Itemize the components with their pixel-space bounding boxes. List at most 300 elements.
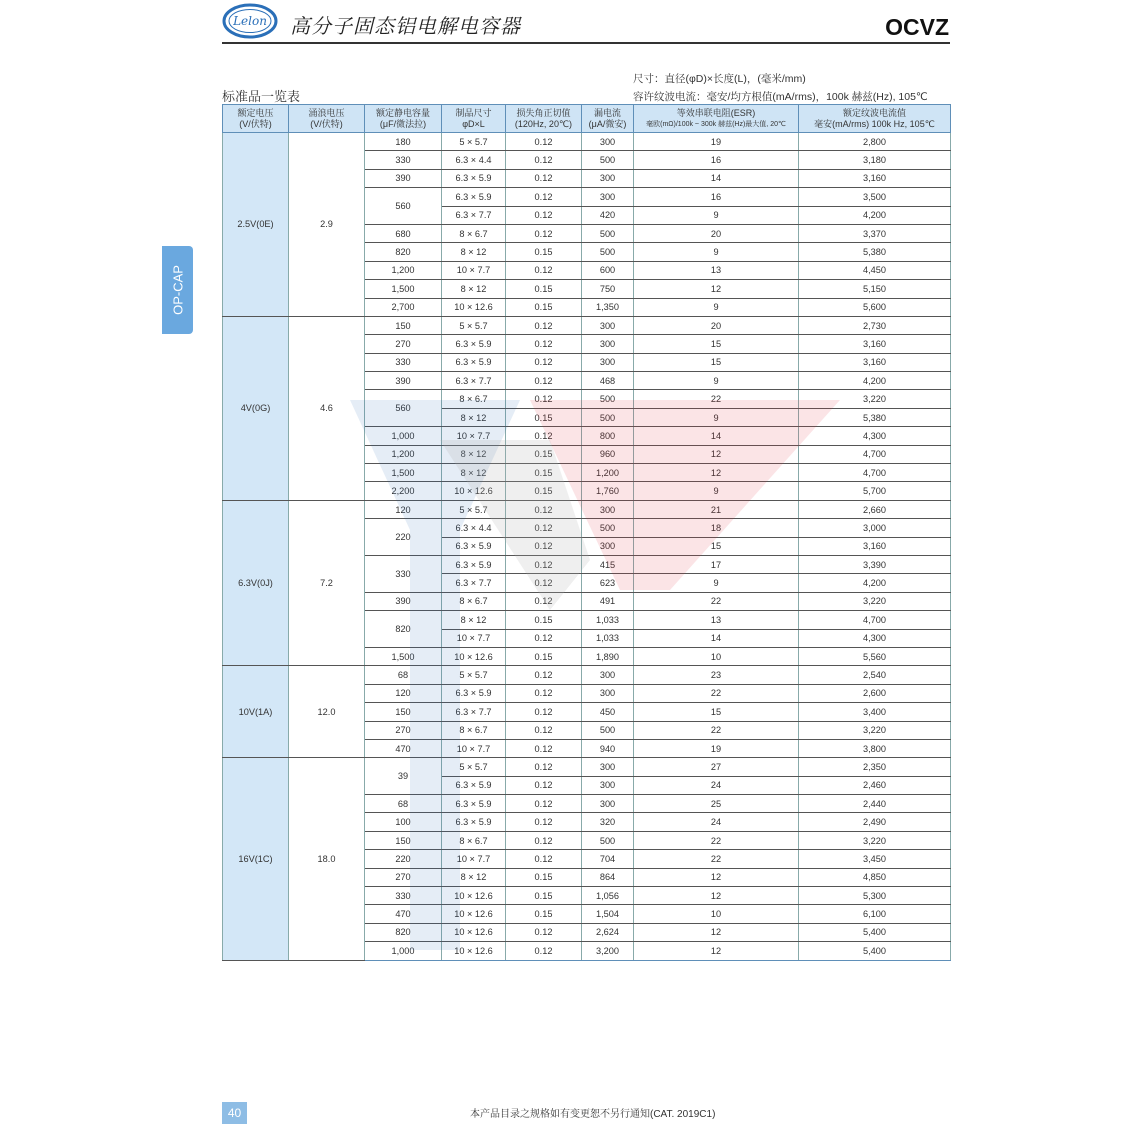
leakage-current-cell: 750 xyxy=(582,280,634,298)
ripple-current-cell: 5,400 xyxy=(799,942,951,960)
leakage-current-cell: 420 xyxy=(582,206,634,224)
esr-cell: 9 xyxy=(634,372,799,390)
leakage-current-cell: 300 xyxy=(582,758,634,776)
ripple-current-cell: 4,200 xyxy=(799,372,951,390)
esr-cell: 13 xyxy=(634,611,799,629)
leakage-current-cell: 300 xyxy=(582,316,634,334)
ripple-current-cell: 2,600 xyxy=(799,684,951,702)
tan-delta-cell: 0.12 xyxy=(506,776,582,794)
case-size-cell: 6.3 × 7.7 xyxy=(442,703,506,721)
capacitance-cell: 270 xyxy=(365,868,442,886)
esr-cell: 23 xyxy=(634,666,799,684)
case-size-cell: 6.3 × 7.7 xyxy=(442,574,506,592)
ripple-current-cell: 3,400 xyxy=(799,703,951,721)
tan-delta-cell: 0.12 xyxy=(506,795,582,813)
tan-delta-cell: 0.12 xyxy=(506,224,582,242)
leakage-current-cell: 491 xyxy=(582,592,634,610)
esr-cell: 10 xyxy=(634,905,799,923)
esr-cell: 9 xyxy=(634,408,799,426)
esr-cell: 22 xyxy=(634,721,799,739)
leakage-current-cell: 300 xyxy=(582,188,634,206)
case-size-cell: 10 × 12.6 xyxy=(442,905,506,923)
ripple-current-cell: 4,200 xyxy=(799,574,951,592)
ripple-current-cell: 3,180 xyxy=(799,151,951,169)
case-size-cell: 6.3 × 5.9 xyxy=(442,169,506,187)
leakage-current-cell: 1,504 xyxy=(582,905,634,923)
tan-delta-cell: 0.12 xyxy=(506,555,582,573)
tan-delta-cell: 0.12 xyxy=(506,831,582,849)
surge-voltage-cell: 2.9 xyxy=(289,133,365,317)
tan-delta-cell: 0.12 xyxy=(506,574,582,592)
ripple-current-cell: 2,440 xyxy=(799,795,951,813)
capacitance-cell: 1,500 xyxy=(365,280,442,298)
leakage-current-cell: 300 xyxy=(582,353,634,371)
leakage-current-cell: 500 xyxy=(582,390,634,408)
esr-cell: 19 xyxy=(634,739,799,757)
case-size-cell: 6.3 × 5.9 xyxy=(442,537,506,555)
esr-cell: 18 xyxy=(634,519,799,537)
case-size-cell: 5 × 5.7 xyxy=(442,758,506,776)
tan-delta-cell: 0.12 xyxy=(506,353,582,371)
side-category-tab[interactable] xyxy=(162,246,193,334)
header-case-size: 制品尺寸 φD×L xyxy=(442,105,506,133)
ripple-current-cell: 2,730 xyxy=(799,316,951,334)
capacitance-cell: 330 xyxy=(365,151,442,169)
case-size-cell: 8 × 6.7 xyxy=(442,224,506,242)
rated-voltage-cell: 10V(1A) xyxy=(223,666,289,758)
ripple-note: 容许纹波电流：毫安/均方根值(mA/rms)，100k 赫兹(Hz), 105℃ xyxy=(633,91,928,103)
case-size-cell: 10 × 12.6 xyxy=(442,482,506,500)
esr-cell: 24 xyxy=(634,813,799,831)
esr-cell: 27 xyxy=(634,758,799,776)
capacitance-cell: 100 xyxy=(365,813,442,831)
leakage-current-cell: 500 xyxy=(582,408,634,426)
rated-voltage-cell: 16V(1C) xyxy=(223,758,289,960)
leakage-current-cell: 600 xyxy=(582,261,634,279)
case-size-cell: 8 × 12 xyxy=(442,464,506,482)
leakage-current-cell: 300 xyxy=(582,169,634,187)
tan-delta-cell: 0.12 xyxy=(506,739,582,757)
tan-delta-cell: 0.12 xyxy=(506,592,582,610)
leakage-current-cell: 500 xyxy=(582,721,634,739)
case-size-cell: 6.3 × 4.4 xyxy=(442,519,506,537)
esr-cell: 15 xyxy=(634,537,799,555)
esr-cell: 25 xyxy=(634,795,799,813)
tan-delta-cell: 0.12 xyxy=(506,151,582,169)
spec-table xyxy=(222,104,951,961)
leakage-current-cell: 960 xyxy=(582,445,634,463)
esr-cell: 13 xyxy=(634,261,799,279)
capacitance-cell: 1,500 xyxy=(365,464,442,482)
leakage-current-cell: 500 xyxy=(582,831,634,849)
table-row xyxy=(223,133,951,151)
ripple-current-cell: 2,490 xyxy=(799,813,951,831)
capacitance-cell: 1,500 xyxy=(365,647,442,665)
ripple-current-cell: 3,160 xyxy=(799,169,951,187)
case-size-cell: 8 × 12 xyxy=(442,611,506,629)
capacitance-cell: 330 xyxy=(365,353,442,371)
ripple-current-cell: 4,700 xyxy=(799,445,951,463)
header-divider xyxy=(222,42,950,44)
ripple-current-cell: 5,380 xyxy=(799,408,951,426)
esr-cell: 20 xyxy=(634,224,799,242)
footer-notice: 本产品目录之规格如有变更恕不另行通知(CAT. 2019C1) xyxy=(470,1109,716,1120)
capacitance-cell: 470 xyxy=(365,739,442,757)
esr-cell: 9 xyxy=(634,574,799,592)
ripple-current-cell: 2,460 xyxy=(799,776,951,794)
leakage-current-cell: 2,624 xyxy=(582,923,634,941)
capacitance-cell: 220 xyxy=(365,519,442,556)
ripple-current-cell: 5,380 xyxy=(799,243,951,261)
header-esr: 等效串联电阻(ESR) 毫欧(mΩ)/100k ~ 300k 赫兹(Hz)最大值, 20℃ xyxy=(634,105,799,133)
leakage-current-cell: 500 xyxy=(582,151,634,169)
tan-delta-cell: 0.15 xyxy=(506,868,582,886)
leakage-current-cell: 704 xyxy=(582,850,634,868)
tan-delta-cell: 0.12 xyxy=(506,500,582,518)
leakage-current-cell: 940 xyxy=(582,739,634,757)
case-size-cell: 6.3 × 4.4 xyxy=(442,151,506,169)
esr-cell: 10 xyxy=(634,647,799,665)
tan-delta-cell: 0.12 xyxy=(506,133,582,151)
case-size-cell: 8 × 6.7 xyxy=(442,721,506,739)
ripple-current-cell: 5,560 xyxy=(799,647,951,665)
capacitance-cell: 120 xyxy=(365,684,442,702)
capacitance-cell: 390 xyxy=(365,372,442,390)
capacitance-cell: 820 xyxy=(365,243,442,261)
case-size-cell: 6.3 × 7.7 xyxy=(442,206,506,224)
esr-cell: 22 xyxy=(634,831,799,849)
leakage-current-cell: 800 xyxy=(582,427,634,445)
ripple-current-cell: 3,390 xyxy=(799,555,951,573)
side-tab-label: OP-CAP xyxy=(170,265,185,315)
capacitance-cell: 560 xyxy=(365,390,442,427)
surge-voltage-cell: 18.0 xyxy=(289,758,365,960)
leakage-current-cell: 300 xyxy=(582,537,634,555)
esr-cell: 14 xyxy=(634,427,799,445)
case-size-cell: 10 × 7.7 xyxy=(442,427,506,445)
ripple-current-cell: 2,800 xyxy=(799,133,951,151)
case-size-cell: 6.3 × 5.9 xyxy=(442,684,506,702)
capacitance-cell: 1,200 xyxy=(365,261,442,279)
ripple-current-cell: 3,450 xyxy=(799,850,951,868)
capacitance-cell: 2,200 xyxy=(365,482,442,500)
tan-delta-cell: 0.12 xyxy=(506,316,582,334)
tan-delta-cell: 0.12 xyxy=(506,261,582,279)
ripple-current-cell: 3,000 xyxy=(799,519,951,537)
table-row xyxy=(223,758,951,776)
case-size-cell: 6.3 × 5.9 xyxy=(442,555,506,573)
leakage-current-cell: 500 xyxy=(582,224,634,242)
esr-cell: 15 xyxy=(634,353,799,371)
esr-cell: 12 xyxy=(634,923,799,941)
case-size-cell: 5 × 5.7 xyxy=(442,316,506,334)
case-size-cell: 5 × 5.7 xyxy=(442,500,506,518)
tan-delta-cell: 0.15 xyxy=(506,280,582,298)
case-size-cell: 10 × 12.6 xyxy=(442,298,506,316)
tan-delta-cell: 0.15 xyxy=(506,482,582,500)
case-size-cell: 10 × 12.6 xyxy=(442,647,506,665)
ripple-current-cell: 2,540 xyxy=(799,666,951,684)
case-size-cell: 10 × 7.7 xyxy=(442,261,506,279)
tan-delta-cell: 0.12 xyxy=(506,703,582,721)
ripple-current-cell: 4,300 xyxy=(799,629,951,647)
capacitance-cell: 270 xyxy=(365,721,442,739)
tan-delta-cell: 0.12 xyxy=(506,758,582,776)
capacitance-cell: 180 xyxy=(365,133,442,151)
rated-voltage-cell: 4V(0G) xyxy=(223,316,289,500)
ripple-current-cell: 4,850 xyxy=(799,868,951,886)
esr-cell: 22 xyxy=(634,390,799,408)
header-capacitance: 额定静电容量 (μF/微法拉) xyxy=(365,105,442,133)
case-size-cell: 6.3 × 5.9 xyxy=(442,188,506,206)
tan-delta-cell: 0.15 xyxy=(506,611,582,629)
capacitance-cell: 560 xyxy=(365,188,442,225)
leakage-current-cell: 623 xyxy=(582,574,634,592)
ripple-current-cell: 3,800 xyxy=(799,739,951,757)
ripple-current-cell: 3,220 xyxy=(799,390,951,408)
esr-cell: 9 xyxy=(634,298,799,316)
leakage-current-cell: 320 xyxy=(582,813,634,831)
rated-voltage-cell: 2.5V(0E) xyxy=(223,133,289,317)
tan-delta-cell: 0.12 xyxy=(506,850,582,868)
case-size-cell: 8 × 12 xyxy=(442,243,506,261)
esr-cell: 21 xyxy=(634,500,799,518)
tan-delta-cell: 0.15 xyxy=(506,464,582,482)
surge-voltage-cell: 4.6 xyxy=(289,316,365,500)
tan-delta-cell: 0.15 xyxy=(506,887,582,905)
case-size-cell: 10 × 7.7 xyxy=(442,850,506,868)
esr-cell: 9 xyxy=(634,482,799,500)
leakage-current-cell: 864 xyxy=(582,868,634,886)
leakage-current-cell: 1,056 xyxy=(582,887,634,905)
esr-cell: 16 xyxy=(634,151,799,169)
capacitance-cell: 390 xyxy=(365,169,442,187)
case-size-cell: 8 × 12 xyxy=(442,445,506,463)
page-number: 40 xyxy=(222,1102,247,1124)
series-name: OCVZ xyxy=(885,14,949,40)
capacitance-cell: 1,000 xyxy=(365,427,442,445)
ripple-current-cell: 2,350 xyxy=(799,758,951,776)
ripple-current-cell: 3,220 xyxy=(799,592,951,610)
leakage-current-cell: 450 xyxy=(582,703,634,721)
leakage-current-cell: 1,033 xyxy=(582,629,634,647)
tan-delta-cell: 0.12 xyxy=(506,813,582,831)
leakage-current-cell: 1,200 xyxy=(582,464,634,482)
esr-cell: 15 xyxy=(634,703,799,721)
ripple-current-cell: 3,220 xyxy=(799,831,951,849)
table-header-row xyxy=(223,105,951,133)
tan-delta-cell: 0.15 xyxy=(506,905,582,923)
tan-delta-cell: 0.12 xyxy=(506,372,582,390)
tan-delta-cell: 0.12 xyxy=(506,721,582,739)
ripple-current-cell: 5,150 xyxy=(799,280,951,298)
leakage-current-cell: 300 xyxy=(582,666,634,684)
tan-delta-cell: 0.12 xyxy=(506,923,582,941)
leakage-current-cell: 300 xyxy=(582,335,634,353)
capacitance-cell: 220 xyxy=(365,850,442,868)
tan-delta-cell: 0.12 xyxy=(506,206,582,224)
leakage-current-cell: 300 xyxy=(582,795,634,813)
capacitance-cell: 330 xyxy=(365,887,442,905)
leakage-current-cell: 1,033 xyxy=(582,611,634,629)
leakage-current-cell: 300 xyxy=(582,776,634,794)
case-size-cell: 5 × 5.7 xyxy=(442,666,506,684)
case-size-cell: 6.3 × 7.7 xyxy=(442,372,506,390)
ripple-current-cell: 3,500 xyxy=(799,188,951,206)
capacitance-cell: 68 xyxy=(365,795,442,813)
capacitance-cell: 390 xyxy=(365,592,442,610)
capacitance-cell: 1,000 xyxy=(365,942,442,960)
esr-cell: 22 xyxy=(634,684,799,702)
capacitance-cell: 150 xyxy=(365,703,442,721)
rated-voltage-cell: 6.3V(0J) xyxy=(223,500,289,666)
esr-cell: 24 xyxy=(634,776,799,794)
capacitance-cell: 150 xyxy=(365,316,442,334)
header-surge-voltage: 涌浪电压 (V/伏特) xyxy=(289,105,365,133)
case-size-cell: 8 × 12 xyxy=(442,868,506,886)
case-size-cell: 6.3 × 5.9 xyxy=(442,335,506,353)
case-size-cell: 10 × 12.6 xyxy=(442,887,506,905)
tan-delta-cell: 0.12 xyxy=(506,427,582,445)
tan-delta-cell: 0.12 xyxy=(506,169,582,187)
esr-cell: 22 xyxy=(634,592,799,610)
esr-cell: 12 xyxy=(634,464,799,482)
capacitance-cell: 270 xyxy=(365,335,442,353)
ripple-current-cell: 6,100 xyxy=(799,905,951,923)
esr-cell: 12 xyxy=(634,887,799,905)
case-size-cell: 10 × 7.7 xyxy=(442,629,506,647)
ripple-current-cell: 4,700 xyxy=(799,611,951,629)
page-title: 高分子固态铝电解电容器 xyxy=(290,14,521,38)
tan-delta-cell: 0.12 xyxy=(506,629,582,647)
leakage-current-cell: 500 xyxy=(582,519,634,537)
case-size-cell: 10 × 12.6 xyxy=(442,942,506,960)
capacitance-cell: 680 xyxy=(365,224,442,242)
case-size-cell: 6.3 × 5.9 xyxy=(442,353,506,371)
leakage-current-cell: 1,890 xyxy=(582,647,634,665)
ripple-current-cell: 4,450 xyxy=(799,261,951,279)
tan-delta-cell: 0.15 xyxy=(506,647,582,665)
tan-delta-cell: 0.15 xyxy=(506,408,582,426)
leakage-current-cell: 1,350 xyxy=(582,298,634,316)
header-leakage-current: 漏电流 (μA/微安) xyxy=(582,105,634,133)
leakage-current-cell: 1,760 xyxy=(582,482,634,500)
capacitance-cell: 120 xyxy=(365,500,442,518)
esr-cell: 12 xyxy=(634,280,799,298)
capacitance-cell: 68 xyxy=(365,666,442,684)
esr-cell: 15 xyxy=(634,335,799,353)
table-title: 标准品一览表 xyxy=(222,90,301,105)
esr-cell: 22 xyxy=(634,850,799,868)
capacitance-cell: 470 xyxy=(365,905,442,923)
ripple-current-cell: 5,700 xyxy=(799,482,951,500)
ripple-current-cell: 3,160 xyxy=(799,537,951,555)
tan-delta-cell: 0.12 xyxy=(506,519,582,537)
surge-voltage-cell: 12.0 xyxy=(289,666,365,758)
header-rated-voltage: 额定电压 (V/伏特) xyxy=(223,105,289,133)
esr-cell: 14 xyxy=(634,629,799,647)
header-tan-delta: 损失角正切值 (120Hz, 20℃) xyxy=(506,105,582,133)
esr-cell: 12 xyxy=(634,445,799,463)
case-size-cell: 8 × 6.7 xyxy=(442,592,506,610)
esr-cell: 16 xyxy=(634,188,799,206)
leakage-current-cell: 3,200 xyxy=(582,942,634,960)
case-size-cell: 8 × 6.7 xyxy=(442,390,506,408)
esr-cell: 9 xyxy=(634,206,799,224)
capacitance-cell: 330 xyxy=(365,555,442,592)
tan-delta-cell: 0.12 xyxy=(506,537,582,555)
capacitance-cell: 2,700 xyxy=(365,298,442,316)
ripple-current-cell: 4,200 xyxy=(799,206,951,224)
lelon-logo xyxy=(222,2,278,40)
case-size-cell: 6.3 × 5.9 xyxy=(442,795,506,813)
case-size-cell: 10 × 7.7 xyxy=(442,739,506,757)
leakage-current-cell: 300 xyxy=(582,500,634,518)
tan-delta-cell: 0.12 xyxy=(506,335,582,353)
dimension-note: 尺寸：直径(φD)×长度(L)，(毫米/mm) xyxy=(633,73,806,85)
leakage-current-cell: 500 xyxy=(582,243,634,261)
capacitance-cell: 39 xyxy=(365,758,442,795)
leakage-current-cell: 415 xyxy=(582,555,634,573)
esr-cell: 19 xyxy=(634,133,799,151)
case-size-cell: 6.3 × 5.9 xyxy=(442,813,506,831)
ripple-current-cell: 3,160 xyxy=(799,353,951,371)
ripple-current-cell: 5,300 xyxy=(799,887,951,905)
esr-cell: 12 xyxy=(634,942,799,960)
case-size-cell: 8 × 12 xyxy=(442,280,506,298)
tan-delta-cell: 0.15 xyxy=(506,445,582,463)
capacitance-cell: 820 xyxy=(365,923,442,941)
svg-text:Lelon: Lelon xyxy=(233,14,267,28)
ripple-current-cell: 3,160 xyxy=(799,335,951,353)
ripple-current-cell: 4,300 xyxy=(799,427,951,445)
esr-cell: 12 xyxy=(634,868,799,886)
case-size-cell: 5 × 5.7 xyxy=(442,133,506,151)
leakage-current-cell: 300 xyxy=(582,684,634,702)
ripple-current-cell: 2,660 xyxy=(799,500,951,518)
ripple-current-cell: 5,600 xyxy=(799,298,951,316)
tan-delta-cell: 0.12 xyxy=(506,684,582,702)
ripple-current-cell: 3,370 xyxy=(799,224,951,242)
leakage-current-cell: 300 xyxy=(582,133,634,151)
capacitance-cell: 150 xyxy=(365,831,442,849)
case-size-cell: 6.3 × 5.9 xyxy=(442,776,506,794)
ripple-current-cell: 3,220 xyxy=(799,721,951,739)
case-size-cell: 10 × 12.6 xyxy=(442,923,506,941)
esr-cell: 17 xyxy=(634,555,799,573)
ripple-current-cell: 5,400 xyxy=(799,923,951,941)
tan-delta-cell: 0.15 xyxy=(506,298,582,316)
capacitance-cell: 820 xyxy=(365,611,442,648)
tan-delta-cell: 0.12 xyxy=(506,390,582,408)
case-size-cell: 8 × 12 xyxy=(442,408,506,426)
tan-delta-cell: 0.12 xyxy=(506,666,582,684)
esr-cell: 14 xyxy=(634,169,799,187)
esr-cell: 20 xyxy=(634,316,799,334)
surge-voltage-cell: 7.2 xyxy=(289,500,365,666)
header-ripple-current: 额定纹波电流值 毫安(mA/rms) 100k Hz, 105℃ xyxy=(799,105,951,133)
ripple-current-cell: 4,700 xyxy=(799,464,951,482)
esr-cell: 9 xyxy=(634,243,799,261)
tan-delta-cell: 0.15 xyxy=(506,243,582,261)
table-row xyxy=(223,316,951,334)
table-row xyxy=(223,666,951,684)
leakage-current-cell: 468 xyxy=(582,372,634,390)
capacitance-cell: 1,200 xyxy=(365,445,442,463)
table-row xyxy=(223,500,951,518)
tan-delta-cell: 0.12 xyxy=(506,942,582,960)
case-size-cell: 8 × 6.7 xyxy=(442,831,506,849)
